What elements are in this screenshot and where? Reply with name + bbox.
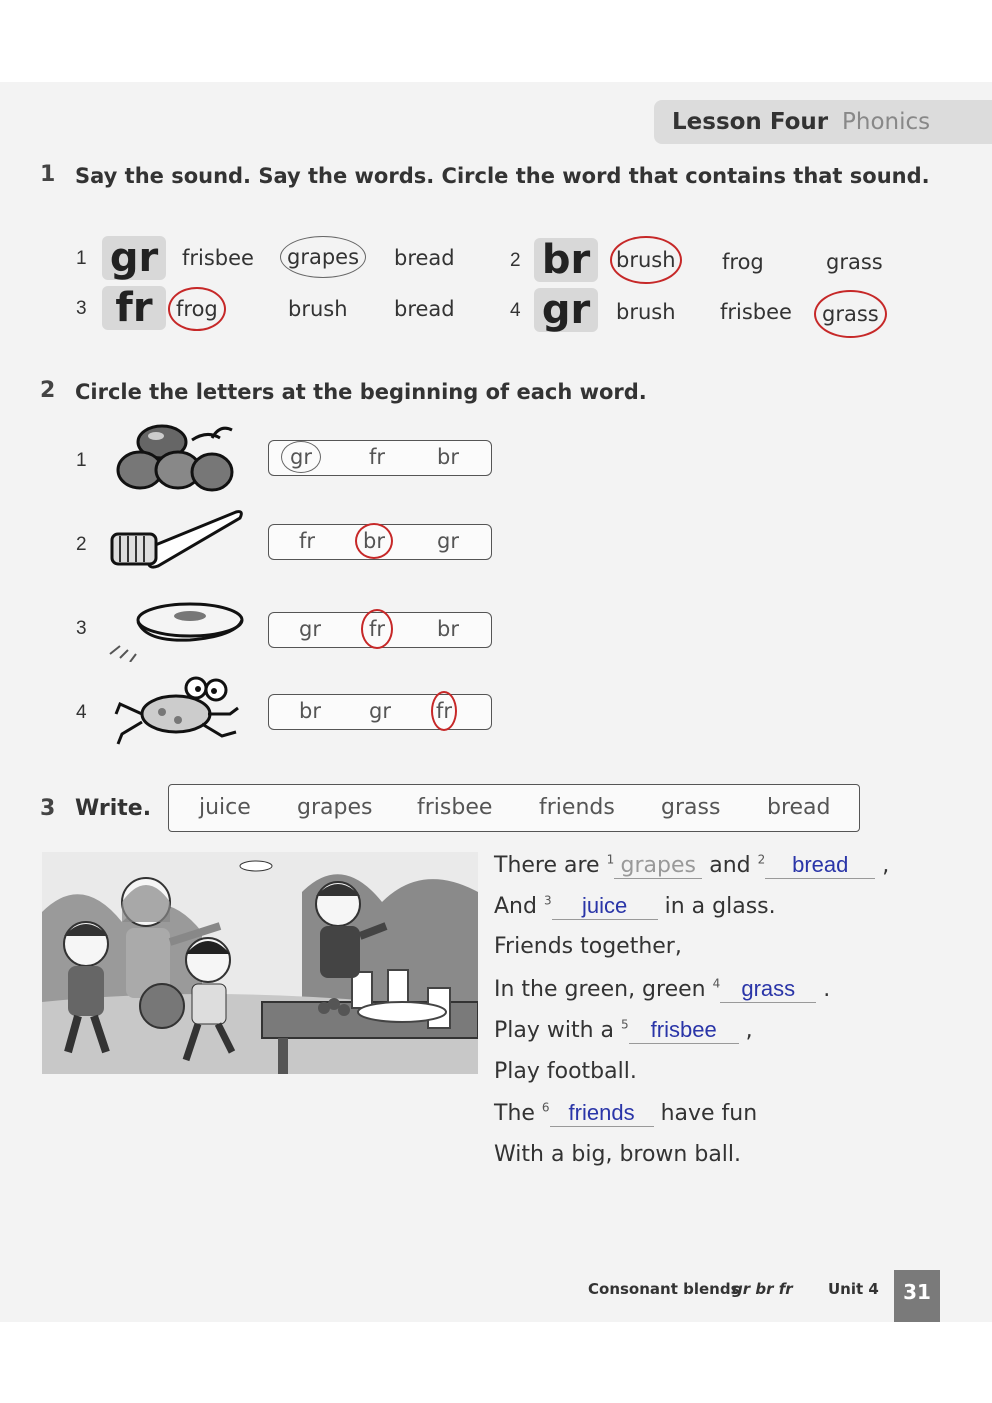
exercise-2-number: 2 xyxy=(40,378,56,403)
poem-line-6: Play football. xyxy=(494,1059,637,1084)
ex1-row-3-word-2: brush xyxy=(288,297,348,321)
poem-text: and xyxy=(709,853,751,878)
poem-line-8: With a big, brown ball. xyxy=(494,1142,742,1167)
lesson-topic: Phonics xyxy=(842,109,931,135)
poem-text: in a glass. xyxy=(664,894,776,919)
kids-picnic-illustration xyxy=(42,852,478,1074)
word-bank-item: friends xyxy=(539,795,615,820)
ex1-row-1-word-3: bread xyxy=(394,246,455,270)
poem-text: , xyxy=(882,853,890,878)
poem-line-5 xyxy=(494,1017,753,1044)
blank-number: 1 xyxy=(606,852,615,867)
ex1-row-1-sound: gr xyxy=(102,236,166,280)
ex1-row-4-sound: gr xyxy=(534,288,598,332)
ex1-row-2-word-3: grass xyxy=(826,250,883,274)
ex1-row-4-number: 4 xyxy=(510,300,521,321)
ex2-item-2-option-2-circled[interactable]: br xyxy=(355,523,393,559)
answer-blank-6[interactable]: friends xyxy=(550,1100,654,1127)
poem-line-2 xyxy=(494,893,776,920)
ex1-row-4-word-1: brush xyxy=(616,300,676,324)
poem-line-7 xyxy=(494,1100,757,1127)
ex2-item-1-number: 1 xyxy=(76,450,87,471)
ex1-row-2-number: 2 xyxy=(510,250,521,271)
answer-blank-2[interactable]: bread xyxy=(765,852,875,879)
ex2-item-2-options-box xyxy=(268,524,492,560)
ex1-row-2-word-1-circled[interactable]: brush xyxy=(610,236,682,284)
ex2-item-1-option-2[interactable]: fr xyxy=(369,445,386,469)
ex2-item-1-option-3[interactable]: br xyxy=(437,445,459,469)
ex1-row-1-word-1: frisbee xyxy=(182,246,254,270)
poem-text: In the green, green xyxy=(494,977,706,1002)
blank-number: 2 xyxy=(757,852,766,867)
ex2-item-2-option-1[interactable]: fr xyxy=(299,529,316,553)
answer-blank-3[interactable]: juice xyxy=(552,893,658,920)
poem-text: The xyxy=(494,1101,535,1126)
poem-line-1 xyxy=(494,852,889,879)
word-bank-item: bread xyxy=(767,795,831,820)
ex2-item-3-option-2-circled[interactable]: fr xyxy=(361,609,393,649)
ex2-item-4-options-box xyxy=(268,694,492,730)
ex1-row-1-word-2-circled[interactable]: grapes xyxy=(280,236,366,278)
exercise-2-instruction: Circle the letters at the beginning of each word. xyxy=(75,380,647,404)
blank-number: 5 xyxy=(621,1017,629,1032)
blank-number: 3 xyxy=(543,893,552,908)
ex1-row-3-number: 3 xyxy=(76,298,87,319)
ex1-row-3-word-1-circled[interactable]: frog xyxy=(168,287,226,331)
word-bank-item: frisbee xyxy=(417,795,493,820)
ex1-row-2-word-2: frog xyxy=(722,250,764,274)
ex1-row-2-sound: br xyxy=(534,238,598,282)
ex2-item-4-option-1[interactable]: br xyxy=(299,699,321,723)
ex2-item-2-number: 2 xyxy=(76,534,87,555)
exercise-3-number: 3 xyxy=(40,796,56,821)
ex2-item-4-option-2[interactable]: gr xyxy=(369,699,391,723)
poem-text: Play with a xyxy=(494,1018,615,1043)
exercise-1-number: 1 xyxy=(40,162,56,187)
answer-blank-1[interactable]: grapes xyxy=(614,853,702,879)
poem-line-4 xyxy=(494,976,830,1003)
lesson-header xyxy=(654,100,992,144)
ex2-item-1-options-box xyxy=(268,440,492,476)
lesson-title: Lesson Four xyxy=(672,109,829,135)
ex2-item-3-options-box xyxy=(268,612,492,648)
brush-icon xyxy=(108,504,244,574)
answer-blank-4[interactable]: grass xyxy=(720,976,816,1003)
ex2-item-3-option-1[interactable]: gr xyxy=(299,617,321,641)
ex1-row-4-word-2: frisbee xyxy=(720,300,792,324)
frog-icon xyxy=(112,674,244,748)
ex2-item-1-option-1-circled[interactable]: gr xyxy=(281,441,321,473)
ex1-row-3-sound: fr xyxy=(102,286,166,330)
frisbee-icon xyxy=(106,596,246,662)
word-bank-item: grapes xyxy=(297,795,373,820)
word-bank-item: grass xyxy=(661,795,721,820)
ex2-item-4-number: 4 xyxy=(76,702,87,723)
exercise-3-instruction: Write. xyxy=(75,796,152,821)
word-bank xyxy=(168,784,860,832)
poem-line-3: Friends together, xyxy=(494,934,682,959)
footer-topic: Consonant blends xyxy=(588,1280,740,1298)
page-number: 31 xyxy=(894,1270,940,1322)
poem-text: . xyxy=(823,977,831,1002)
ex1-row-3-word-3: bread xyxy=(394,297,455,321)
ex2-item-3-number: 3 xyxy=(76,618,87,639)
ex1-row-1-number: 1 xyxy=(76,248,87,269)
poem-text: , xyxy=(745,1018,753,1043)
poem-text: have fun xyxy=(660,1101,758,1126)
answer-blank-5[interactable]: frisbee xyxy=(629,1017,739,1044)
word-bank-item: juice xyxy=(199,795,251,820)
ex2-item-2-option-3[interactable]: gr xyxy=(437,529,459,553)
blank-number: 6 xyxy=(541,1100,550,1115)
poem-text: And xyxy=(494,894,537,919)
footer-blends: gr br fr xyxy=(732,1280,793,1298)
blank-number: 4 xyxy=(712,976,721,991)
ex2-item-3-option-3[interactable]: br xyxy=(437,617,459,641)
exercise-1-instruction: Say the sound. Say the words. Circle the word that contains that sound. xyxy=(75,164,930,188)
footer-unit: Unit 4 xyxy=(828,1280,879,1298)
ex1-row-4-word-3-circled[interactable]: grass xyxy=(814,290,887,338)
ex2-item-4-option-3-circled[interactable]: fr xyxy=(431,691,457,731)
poem-text: There are xyxy=(494,853,600,878)
grapes-icon xyxy=(112,420,242,496)
